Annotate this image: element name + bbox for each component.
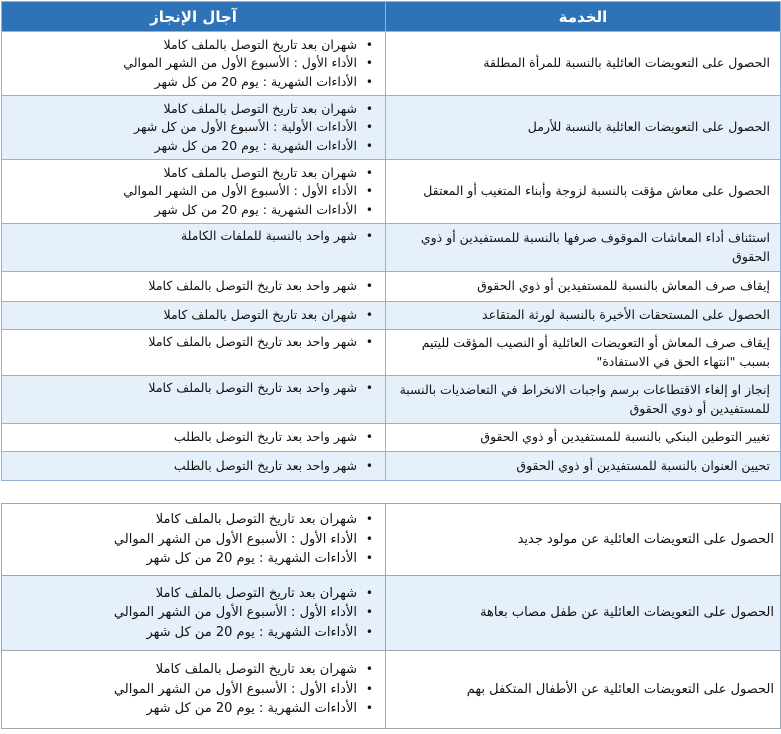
deadline-item: • شهران بعد تاريخ التوصل بالملف كاملا (10, 306, 357, 325)
deadline-item: • شهران بعد تاريخ التوصل بالملف كاملا (10, 510, 357, 530)
deadline-list (10, 510, 373, 569)
service-cell: الحصول على التعويضات العائلية عن الأطفال المتكفل بهم (386, 651, 781, 729)
deadline-list (10, 164, 373, 220)
bullet-icon: • (365, 120, 373, 135)
services-table-main (1, 1, 781, 481)
bullet-icon: • (365, 662, 373, 677)
bullet-icon: • (365, 56, 373, 71)
deadline-item: • شهران بعد تاريخ التوصل بالملف كاملا (10, 164, 357, 183)
bullet-icon: • (365, 308, 373, 323)
deadline-list (10, 36, 373, 92)
table-row (2, 302, 781, 330)
bullet-icon: • (365, 512, 373, 527)
table-row (2, 576, 781, 651)
deadline-item: • الأداءات الشهرية : يوم 20 من كل شهر (10, 623, 357, 643)
deadline-item: • شهر واحد بعد تاريخ التوصل بالملف كاملا (10, 379, 357, 398)
service-cell: إيقاف صرف المعاش أو التعويضات العائلية أو النصيب المؤقت لليتيم بسبب "انتهاء الحق في الاستفادة" (386, 330, 781, 376)
service-cell: إنجاز او إلغاء الاقتطاعات برسم واجبات الانخراط في التعاضديات بالنسبة للمستفيدين أو ذوي الحقوق (386, 376, 781, 424)
deadline-item: • شهران بعد تاريخ التوصل بالملف كاملا (10, 36, 357, 55)
bullet-icon: • (365, 229, 373, 243)
bullet-icon: • (365, 138, 373, 153)
deadline-item: • الأداء الأول : الأسبوع الأول من الشهر الموالي (10, 54, 357, 73)
service-cell: الحصول على التعويضات العائلية بالنسبة للأرمل (386, 96, 781, 160)
bullet-icon: • (365, 458, 373, 473)
service-cell: الحصول على معاش مؤقت بالنسبة لزوجة وأبناء المتغيب أو المعتقل (386, 160, 781, 224)
table-row (2, 651, 781, 729)
deadline-item: • الأداء الأول : الأسبوع الأول من الشهر الموالي (10, 603, 357, 623)
deadline-cell (2, 32, 386, 96)
deadline-item: • الأداء الأول : الأسبوع الأول من الشهر الموالي (10, 530, 357, 550)
service-cell: الحصول على التعويضات العائلية بالنسبة للمرأة المطلقة (386, 32, 781, 96)
table-row (2, 424, 781, 452)
deadline-cell (2, 504, 386, 576)
bullet-icon: • (365, 165, 373, 180)
header-deadline: آجال الإنجاز (2, 2, 386, 32)
service-cell: تغيير التوطين البنكي بالنسبة للمستفيدين أو ذوي الحقوق (386, 424, 781, 452)
table-row (2, 32, 781, 96)
deadline-cell (2, 651, 386, 729)
deadline-cell (2, 272, 386, 302)
bullet-icon: • (365, 202, 373, 217)
bullet-icon: • (365, 701, 373, 716)
table-row (2, 376, 781, 424)
deadline-cell (2, 160, 386, 224)
table-row (2, 272, 781, 302)
deadline-item: • شهر واحد بعد تاريخ التوصل بالملف كاملا (10, 277, 357, 296)
bullet-icon: • (365, 585, 373, 600)
deadline-list (10, 333, 373, 352)
deadline-list (10, 428, 373, 447)
service-cell: الحصول على التعويضات العائلية عن مولود جديد (386, 504, 781, 576)
deadline-cell (2, 224, 386, 272)
table-row (2, 452, 781, 481)
deadline-item: • الأداء الأول : الأسبوع الأول من الشهر الموالي (10, 182, 357, 201)
deadline-list (10, 277, 373, 296)
table-row (2, 504, 781, 576)
deadline-item: • شهر واحد بعد تاريخ التوصل بالملف كاملا (10, 333, 357, 352)
deadline-cell (2, 576, 386, 651)
deadline-cell (2, 330, 386, 376)
deadline-cell (2, 452, 386, 481)
deadline-item: • الأداء الأول : الأسبوع الأول من الشهر الموالي (10, 680, 357, 700)
service-cell: الحصول على المستحقات الأخيرة بالنسبة لورثة المتقاعد (386, 302, 781, 330)
bullet-icon: • (365, 551, 373, 566)
deadline-item: • الأداءات الشهرية : يوم 20 من كل شهر (10, 73, 357, 92)
deadline-item: • شهران بعد تاريخ التوصل بالملف كاملا (10, 660, 357, 680)
bullet-icon: • (365, 335, 373, 349)
deadline-item: • شهران بعد تاريخ التوصل بالملف كاملا (10, 584, 357, 604)
deadline-list (10, 660, 373, 719)
bullet-icon: • (365, 279, 373, 294)
bullet-icon: • (365, 381, 373, 395)
table-row (2, 224, 781, 272)
deadline-list (10, 227, 373, 246)
deadline-item: • شهر واحد بعد تاريخ التوصل بالطلب (10, 457, 357, 476)
bullet-icon: • (365, 624, 373, 639)
deadline-cell (2, 302, 386, 330)
deadline-item: • الأداءات الشهرية : يوم 20 من كل شهر (10, 137, 357, 156)
deadline-cell (2, 376, 386, 424)
table-row (2, 160, 781, 224)
bullet-icon: • (365, 531, 373, 546)
bullet-icon: • (365, 681, 373, 696)
deadline-item: • شهر واحد بعد تاريخ التوصل بالطلب (10, 428, 357, 447)
service-cell: الحصول على التعويضات العائلية عن طفل مصاب بعاهة (386, 576, 781, 651)
deadline-item: • الأداءات الشهرية : يوم 20 من كل شهر (10, 549, 357, 569)
bullet-icon: • (365, 37, 373, 52)
deadline-list (10, 584, 373, 643)
bullet-icon: • (365, 74, 373, 89)
bullet-icon: • (365, 430, 373, 445)
deadline-list (10, 457, 373, 476)
bullet-icon: • (365, 101, 373, 116)
deadline-item: • الأداءات الأولية : الأسبوع الأول من كل شهر (10, 118, 357, 137)
service-cell: تحيين العنوان بالنسبة للمستفيدين أو ذوي الحقوق (386, 452, 781, 481)
header-service: الخدمة (386, 2, 781, 32)
deadline-cell (2, 96, 386, 160)
table-row (2, 330, 781, 376)
bullet-icon: • (365, 184, 373, 199)
deadline-list (10, 100, 373, 156)
bullet-icon: • (365, 605, 373, 620)
table-row (2, 96, 781, 160)
deadline-cell (2, 424, 386, 452)
deadline-list (10, 379, 373, 398)
service-cell: استئناف أداء المعاشات الموقوف صرفها بالنسبة للمستفيدين أو ذوي الحقوق (386, 224, 781, 272)
deadline-item: • شهران بعد تاريخ التوصل بالملف كاملا (10, 100, 357, 119)
table-header-row (2, 2, 781, 32)
deadline-item: • الأداءات الشهرية : يوم 20 من كل شهر (10, 699, 357, 719)
deadline-item: • شهر واحد بالنسبة للملفات الكاملة (10, 227, 357, 246)
deadline-list (10, 306, 373, 325)
services-table-family (1, 503, 781, 729)
deadline-item: • الأداءات الشهرية : يوم 20 من كل شهر (10, 201, 357, 220)
service-cell: إيقاف صرف المعاش بالنسبة للمستفيدين أو ذوي الحقوق (386, 272, 781, 302)
